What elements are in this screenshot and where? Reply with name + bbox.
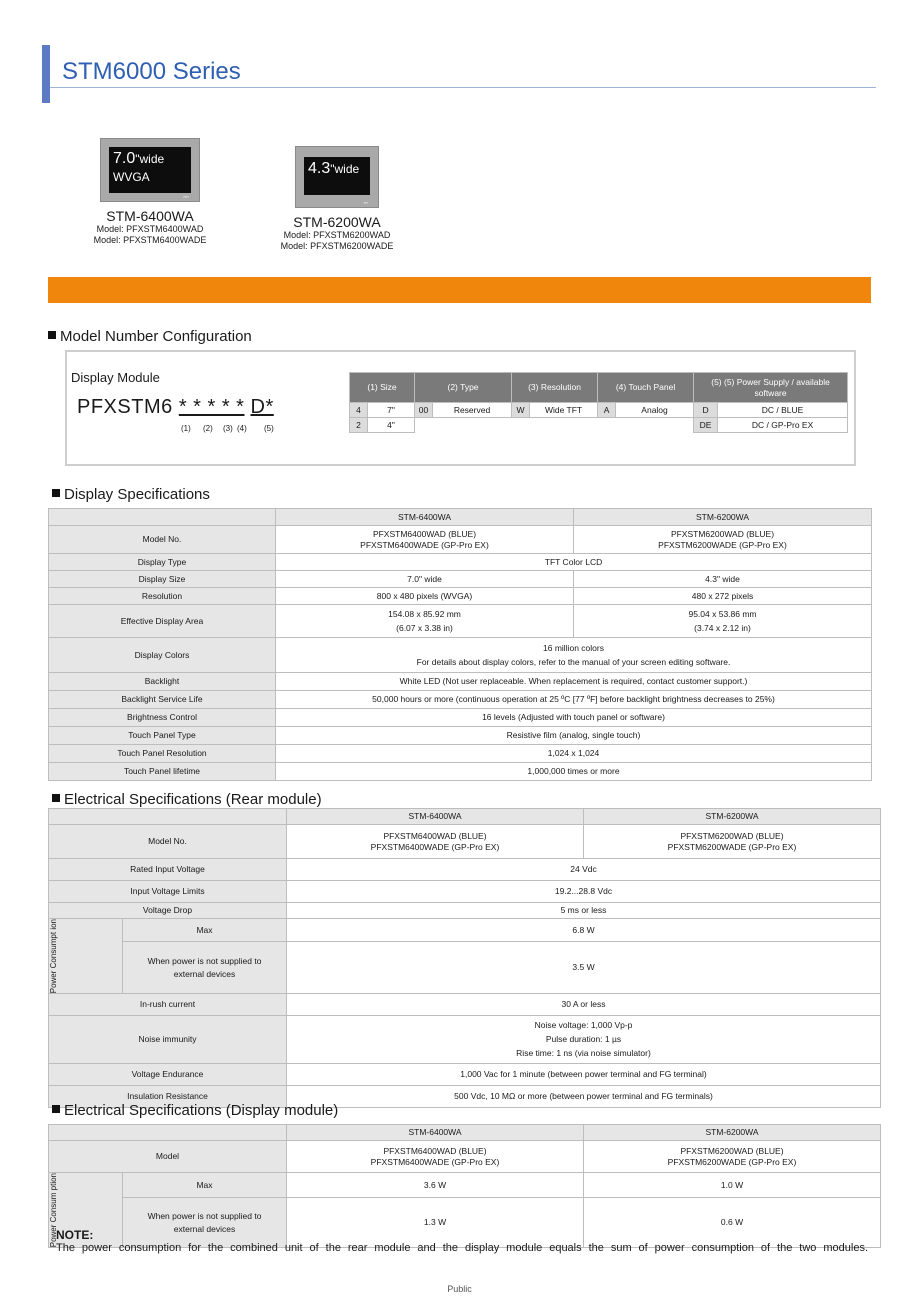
screen-wide-label: wide [334,162,360,176]
product-model-line: Model: PFXSTM6400WADE [93,235,207,245]
spec-value: 800 x 480 pixels (WVGA) [276,588,574,605]
display-module-label: Display Module [71,370,160,385]
empty-header [49,509,276,526]
code-cell: W [512,403,530,418]
product-name: STM-6400WA [106,208,194,224]
row-label: Display Type [49,554,276,571]
spec-value: 1,024 x 1,024 [276,745,872,763]
column-header: STM-6200WA [584,1125,881,1141]
spec-value: 5 ms or less [287,903,881,919]
square-bullet-icon [52,489,60,497]
code-cell: 2 [350,418,368,433]
empty-header [49,1125,287,1141]
screen-wide-label: wide [139,152,165,166]
section-heading: Electrical Specifications (Rear module) [52,791,322,808]
title-underline [50,87,876,88]
spec-value: 50,000 hours or more (continuous operation at 25 ºC [77 ºF] before backlight brightness decreases to 25%) [276,691,872,709]
value-cell: DC / BLUE [718,403,848,418]
spec-value: 16 million colors For details about display colors, refer to the manual of your screen editing software. [276,638,872,673]
screen-size-label: 7.0 [113,150,136,167]
section-heading: Electrical Specifications (Display module) [52,1102,338,1119]
value-cell: 7" [368,403,415,418]
row-label: Brightness Control [49,709,276,727]
empty-header [49,809,287,825]
code-index: (3) [223,424,233,433]
code-index: (5) [264,424,274,433]
power-consumption-group: Power Consum ption [49,1173,123,1248]
spec-value: Noise voltage: 1,000 Vp-p Pulse duration: 1 µs Rise time: 1 ns (via noise simulator) [287,1016,881,1064]
value-cell: Analog [616,403,694,418]
spec-value: PFXSTM6200WAD (BLUE) PFXSTM6200WADE (GP-Pro EX) [574,526,872,554]
spec-value: 7.0" wide [276,571,574,588]
code-cell: D [694,403,718,418]
value-cell: 4" [368,418,415,433]
value-cell: Reserved [433,403,512,418]
column-header: STM-6400WA [276,509,574,526]
row-label: Input Voltage Limits [49,881,287,903]
code-index: (4) [237,424,247,433]
product-model-line: Model: PFXSTM6200WADE [280,241,394,251]
model-config-table [349,372,848,433]
spec-value: PFXSTM6400WAD (BLUE) PFXSTM6400WADE (GP-Pro EX) [287,1141,584,1173]
product-image-7inch: 7.0"wide WVGA ▪▪▪▪ [100,138,200,202]
spec-value: 500 Vdc, 10 MΩ or more (between power terminal and FG terminals) [287,1086,881,1108]
spec-value: 480 x 272 pixels [574,588,872,605]
row-label: Model [49,1141,287,1173]
code-cell: A [598,403,616,418]
spec-value: 1.3 W [287,1198,584,1248]
spec-value: 154.08 x 85.92 mm (6.07 x 3.38 in) [276,605,574,638]
spec-value: 3.6 W [287,1173,584,1198]
row-label: Voltage Endurance [49,1064,287,1086]
row-label: Resolution [49,588,276,605]
row-label: Model No. [49,526,276,554]
model-code: PFXSTM6 * * * * * D* [77,396,274,418]
row-label: Max [123,1173,287,1198]
spec-value: 6.8 W [287,919,881,942]
row-label: Noise immunity [49,1016,287,1064]
row-label: Backlight [49,673,276,691]
spec-value: 95.04 x 53.86 mm (3.74 x 2.12 in) [574,605,872,638]
header-touch-panel: (4) Touch Panel [598,373,694,403]
product-name: STM-6200WA [293,214,381,230]
square-bullet-icon [52,794,60,802]
value-cell: DC / GP-Pro EX [718,418,848,433]
product-image-4inch: 4.3"wide ▪▪▪ [295,146,379,208]
product-model-line: Model: PFXSTM6200WAD [283,230,391,240]
column-header: STM-6400WA [287,1125,584,1141]
spec-value: 24 Vdc [287,859,881,881]
header-size: (1) Size [350,373,415,403]
spec-value: TFT Color LCD [276,554,872,571]
elec-rear-table [48,808,881,1108]
square-bullet-icon [48,331,56,339]
orange-divider-bar [48,277,871,303]
note-title: NOTE: [56,1228,94,1242]
spec-value: 1,000 Vac for 1 minute (between power terminal and FG terminal) [287,1064,881,1086]
spec-value: 16 levels (Adjusted with touch panel or software) [276,709,872,727]
screen-res-label: WVGA [113,170,150,184]
row-label: Effective Display Area [49,605,276,638]
title-accent-bar [42,45,50,103]
product-stm6400wa [80,138,220,246]
code-suffix: D* [250,396,274,418]
row-label: Voltage Drop [49,903,287,919]
row-label: Max [123,919,287,942]
spec-value: 4.3" wide [574,571,872,588]
spec-value: 0.6 W [584,1198,881,1248]
spec-value: PFXSTM6200WAD (BLUE) PFXSTM6200WADE (GP-Pro EX) [584,825,881,859]
page-title: STM6000 Series [62,58,241,85]
row-label: Display Colors [49,638,276,673]
row-label: Backlight Service Life [49,691,276,709]
code-index: (1) [181,424,191,433]
header-type: (2) Type [415,373,512,403]
row-label: Touch Panel lifetime [49,763,276,781]
section-heading: Display Specifications [52,486,210,503]
model-config-box [65,350,856,466]
elec-display-table [48,1124,881,1248]
row-label: Touch Panel Type [49,727,276,745]
spec-value: 19.2...28.8 Vdc [287,881,881,903]
spec-value: 3.5 W [287,942,881,994]
spec-value: 1,000,000 times or more [276,763,872,781]
row-label: In-rush current [49,994,287,1016]
spec-value: PFXSTM6200WAD (BLUE) PFXSTM6200WADE (GP-Pro EX) [584,1141,881,1173]
column-header: STM-6200WA [584,809,881,825]
footer-classification: Public [447,1284,472,1294]
section-heading: Model Number Configuration [48,328,252,345]
row-label: When power is not supplied to external devices [123,942,287,994]
value-cell: Wide TFT [530,403,598,418]
header-power-supply: (5) (5) Power Supply / available software [694,373,848,403]
power-consumption-group: Power Consumpt ion [49,919,123,994]
code-cell: DE [694,418,718,433]
screen-size-label: 4.3 [308,160,331,177]
note-text: The power consumption for the combined unit of the rear module and the display module equals the sum of power consumption of the two modules. [56,1242,868,1254]
spec-value: 1.0 W [584,1173,881,1198]
row-label: Touch Panel Resolution [49,745,276,763]
bezel-logo: ▪▪▪▪ [183,194,189,199]
code-cell: 4 [350,403,368,418]
product-stm6200wa [267,146,407,252]
row-label: Rated Input Voltage [49,859,287,881]
bezel-logo: ▪▪▪ [363,200,368,205]
product-model-line: Model: PFXSTM6400WAD [96,224,204,234]
display-specs-table [48,508,872,781]
code-marks: * * * * * [178,396,245,418]
spec-value: Resistive film (analog, single touch) [276,727,872,745]
column-header: STM-6400WA [287,809,584,825]
code-cell: 00 [415,403,433,418]
row-label: Display Size [49,571,276,588]
row-label: Insulation Resistance [49,1086,287,1108]
spec-value: PFXSTM6400WAD (BLUE) PFXSTM6400WADE (GP-Pro EX) [287,825,584,859]
spec-value: White LED (Not user replaceable. When replacement is required, contact customer support.) [276,673,872,691]
code-index: (2) [203,424,213,433]
empty-cell [415,418,694,433]
column-header: STM-6200WA [574,509,872,526]
spec-value: 30 A or less [287,994,881,1016]
spec-value: PFXSTM6400WAD (BLUE) PFXSTM6400WADE (GP-Pro EX) [276,526,574,554]
header-resolution: (3) Resolution [512,373,598,403]
row-label: Model No. [49,825,287,859]
square-bullet-icon [52,1105,60,1113]
row-label: When power is not supplied to external devices [123,1198,287,1248]
